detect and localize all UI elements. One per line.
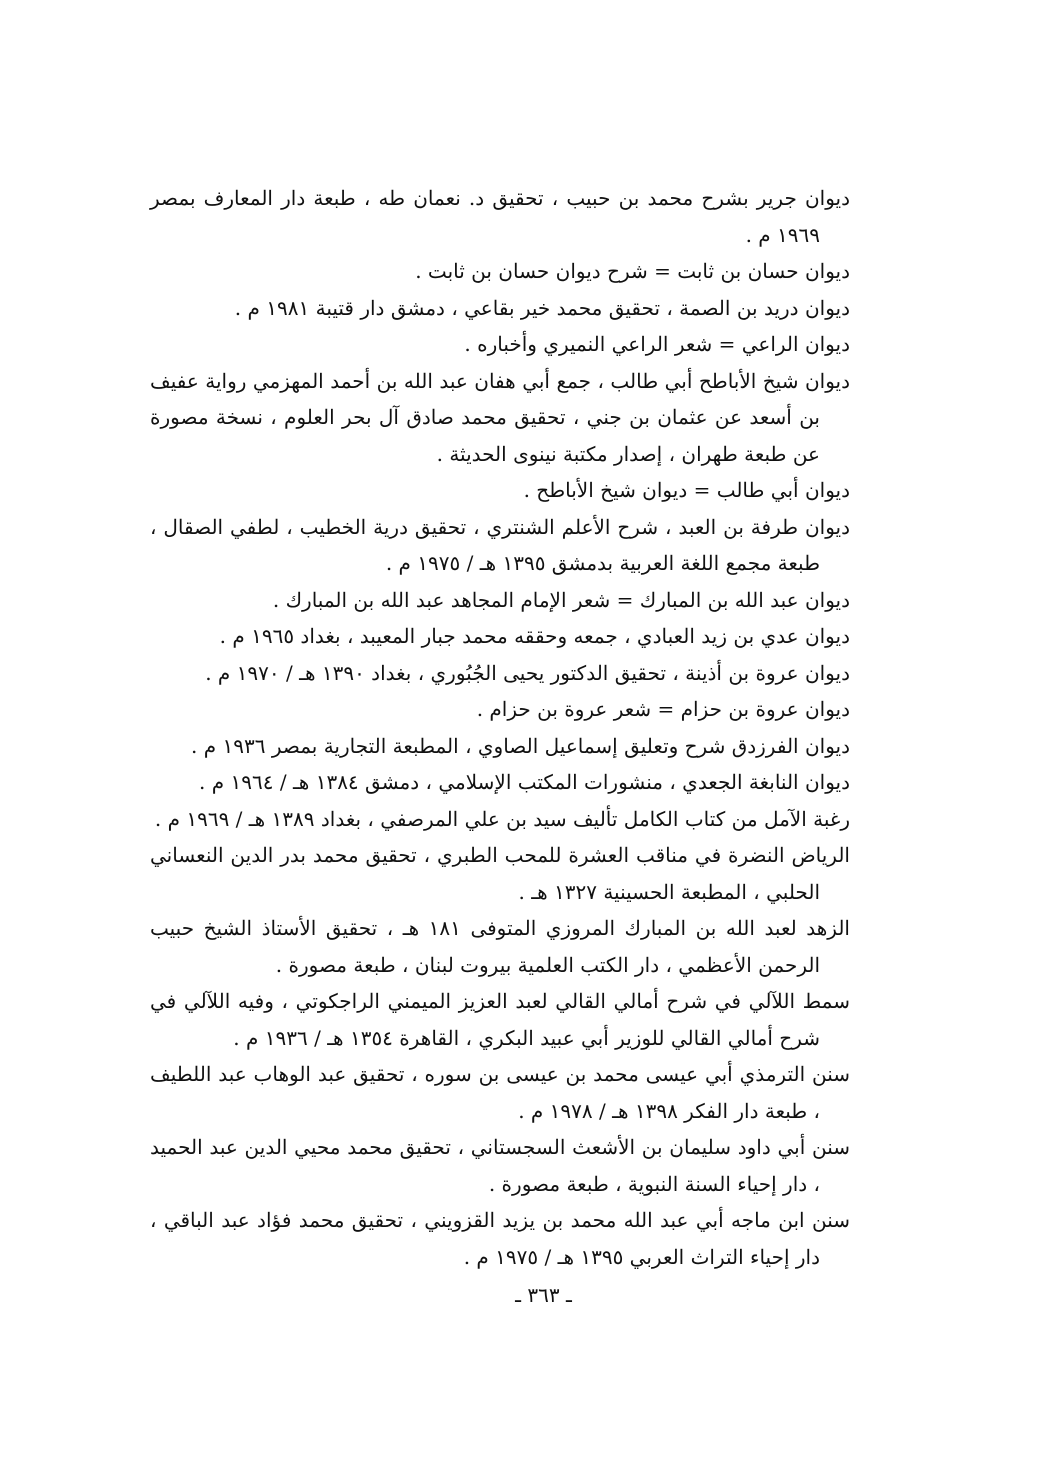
bibliography-entry: ديوان عروة بن أذينة ، تحقيق الدكتور يحيى الجُبُوري ، بغداد ١٣٩٠ هـ / ١٩٧٠ م . bbox=[205, 660, 850, 685]
page-number: ـ ٣٦٣ ـ bbox=[515, 1283, 572, 1307]
bibliography-entry: ديوان الراعي = شعر الراعي النميري وأخباره . bbox=[464, 332, 850, 356]
bibliography-entry: ديوان حسان بن ثابت = شرح ديوان حسان بن ثابت . bbox=[415, 259, 850, 283]
bibliography-entry: ديوان جرير بشرح محمد بن حبيب ، تحقيق د. نعمان طه ، طبعة دار المعارف بمصر ١٩٦٩ م . bbox=[150, 186, 850, 247]
bibliography-entry: ديوان شيخ الأباطح أبي طالب ، جمع أبي هفان عبد الله بن أحمد المهزمي رواية عفيف بن أسعد عن عثمان بن جني ، تحقيق محمد صادق آل بحر العلوم ، نسخة مصورة عن طبعة طهران ، إصدار مكتبة نينوى الحديثة . bbox=[150, 368, 850, 466]
bibliography-entry: ديوان طرفة بن العبد ، شرح الأعلم الشنتري ، تحقيق درية الخطيب ، لطفي الصقال ، طبعة مجمع اللغة العربية بدمشق ١٣٩٥ هـ / ١٩٧٥ م . bbox=[150, 514, 850, 575]
bibliography-entry: سمط اللآلي في شرح أمالي القالي لعبد العزيز الميمني الراجكوتي ، وفيه اللآلي في شرح أمالي القالي للوزير أبي عبيد البكري ، القاهرة ١٣٥٤ هـ / ١٩٣٦ م . bbox=[150, 989, 850, 1050]
bibliography-entry: ديوان النابغة الجعدي ، منشورات المكتب الإسلامي ، دمشق ١٣٨٤ هـ / ١٩٦٤ م . bbox=[199, 770, 850, 794]
bibliography-entry: ديوان عدي بن زيد العبادي ، جمعه وحققه محمد جبار المعيبد ، بغداد ١٩٦٥ م . bbox=[219, 624, 850, 648]
bibliography-list bbox=[150, 180, 850, 1275]
bibliography-entry: ديوان عروة بن حزام = شعر عروة بن حزام . bbox=[476, 697, 850, 721]
bibliography-entry: الزهد لعبد الله بن المبارك المروزي المتوفى ١٨١ هـ ، تحقيق الأستاذ الشيخ حبيب الرحمن الأعظمي ، دار الكتب العلمية بيروت لبنان ، طبعة مصورة . bbox=[150, 916, 850, 977]
bibliography-entry: ديوان أبي طالب = ديوان شيخ الأباطح . bbox=[523, 478, 850, 502]
bibliography-entry: سنن الترمذي أبي عيسى محمد بن عيسى بن سوره ، تحقيق عبد الوهاب عبد اللطيف ، طبعة دار الفكر ١٣٩٨ هـ / ١٩٧٨ م . bbox=[150, 1062, 850, 1123]
bibliography-entry: الرياض النضرة في مناقب العشرة للمحب الطبري ، تحقيق محمد بدر الدين النعساني الحلبي ، المطبعة الحسينية ١٣٢٧ هـ . bbox=[150, 843, 850, 904]
bibliography-entry: سنن أبي داود سليمان بن الأشعث السجستاني ، تحقيق محمد محيي الدين عبد الحميد ، دار إحياء السنة النبوية ، طبعة مصورة . bbox=[150, 1135, 850, 1196]
bibliography-entry: ديوان الفرزدق شرح وتعليق إسماعيل الصاوي ، المطبعة التجارية بمصر ١٩٣٦ م . bbox=[191, 733, 850, 758]
bibliography-entry: ديوان عبد الله بن المبارك = شعر الإمام المجاهد عبد الله بن المبارك . bbox=[272, 587, 850, 612]
bibliography-entry: ديوان دريد بن الصمة ، تحقيق محمد خير بقاعي ، دمشق دار قتيبة ١٩٨١ م . bbox=[234, 295, 850, 320]
bibliography-entry: رغبة الآمل من كتاب الكامل تأليف سيد بن علي المرصفي ، بغداد ١٣٨٩ هـ / ١٩٦٩ م . bbox=[154, 806, 850, 831]
bibliography-entry: سنن ابن ماجه أبي عبد الله محمد بن يزيد القزويني ، تحقيق محمد فؤاد عبد الباقي ، دار إحياء التراث العربي ١٣٩٥ هـ / ١٩٧٥ م . bbox=[150, 1208, 850, 1269]
